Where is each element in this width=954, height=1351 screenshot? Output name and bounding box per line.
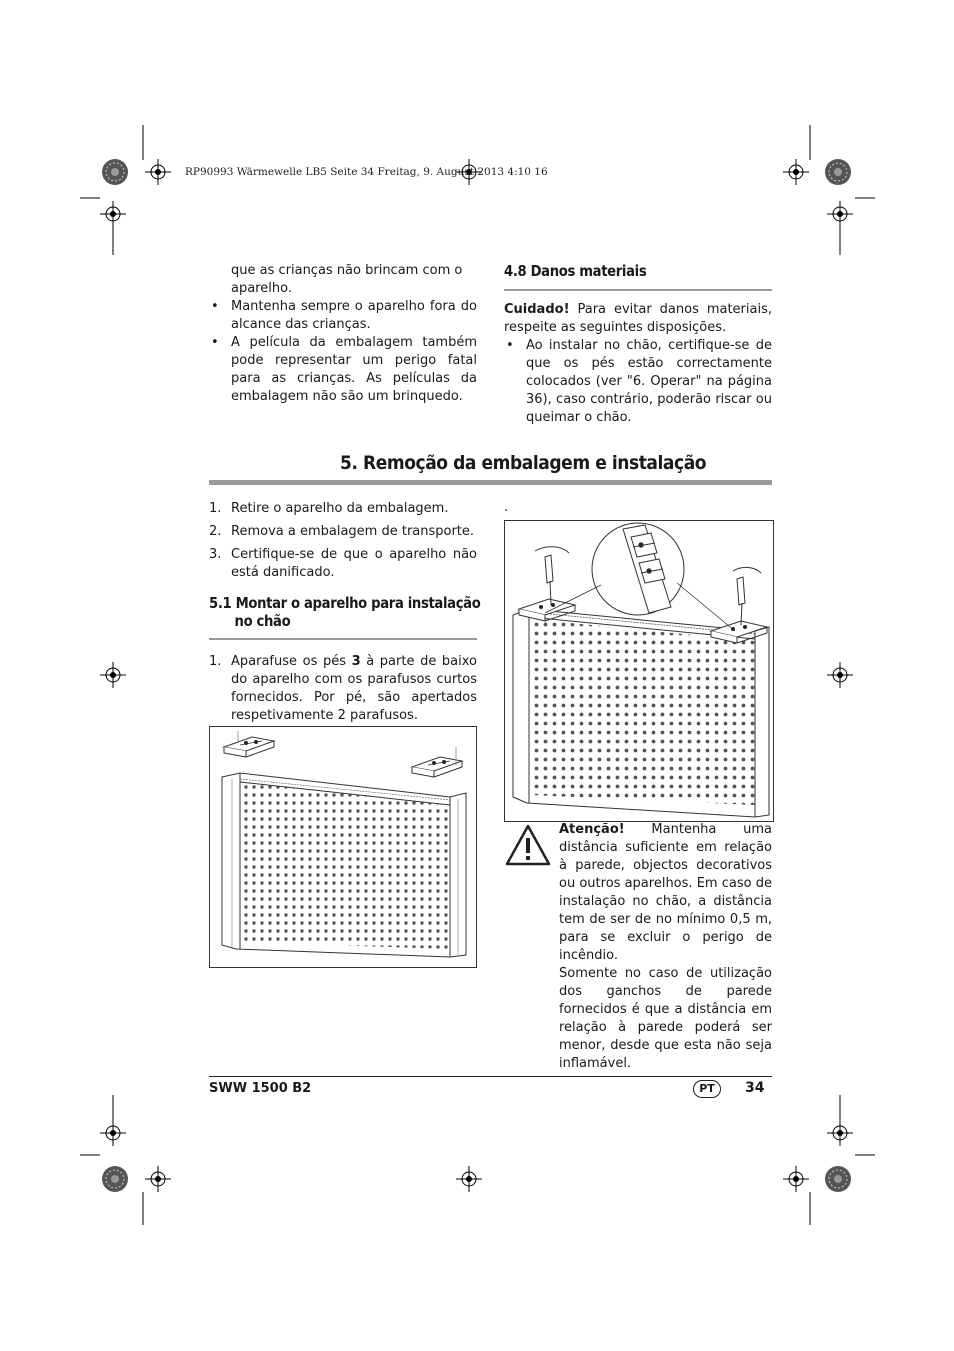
warning-triangle-icon — [504, 823, 552, 867]
language-badge: PT — [693, 1080, 721, 1098]
page-number: 34 — [745, 1080, 765, 1096]
footer-rule — [209, 1076, 772, 1077]
warning-paragraph-2: Somente no caso de utilização dos ganchos de parede fornecidos é que a distância em relação à parede poderá ser menor, desde que esta não seja inflamável. — [559, 966, 772, 1071]
bullet-item: • Ao instalar no chão, certifique-se de que os pés estão correctamente colocados (ver "6. Operar" na página 36), caso contrário, poderão riscar ou queimar o chão. — [506, 338, 772, 425]
section-heading-4-8: 4.8 Danos materiais — [504, 262, 647, 280]
heading-rule — [504, 289, 772, 291]
heater-assembly-figure — [504, 520, 774, 822]
stray-dot: . — [504, 500, 509, 515]
caution-label: Cuidado! — [504, 302, 570, 317]
footer-model: SWW 1500 B2 — [209, 1081, 312, 1096]
part-number: 3 — [351, 654, 361, 669]
section-heading-5-1 — [209, 594, 480, 630]
section-5-rule — [209, 480, 772, 485]
continued-line-2: aparelho. — [231, 281, 292, 296]
heading-line-1: 5.1 Montar o aparelho para instalação — [209, 594, 481, 612]
bullet-text: Mantenha sempre o aparelho fora do alcance das crianças. — [231, 299, 477, 332]
step-item — [209, 500, 477, 518]
warning-label: Atenção! — [559, 822, 625, 837]
continued-text — [209, 262, 477, 298]
step-text: Certifique-se de que o aparelho não está danificado. — [231, 547, 477, 580]
step-number: 2. — [209, 524, 222, 539]
warning-text — [559, 821, 772, 1073]
section-heading-5: 5. Remoção da embalagem e instalação — [340, 452, 707, 474]
continued-line-1: que as crianças não brincam com o — [231, 263, 463, 278]
warning-body: Mantenha uma distância suficiente em relação à parede, objectos decorativos ou outros aparelhos. Em caso de instalação no chão, a distância tem de ser de no mínimo 0,5 m, para se excluir o perigo de incêndio. — [559, 822, 772, 963]
warning-paragraph — [559, 821, 772, 965]
step-item — [209, 653, 477, 725]
step-number: 1. — [209, 654, 222, 669]
caution-paragraph — [504, 301, 772, 427]
bullet-text: A película da embalagem também pode representar um perigo fatal para as crianças. As películas da embalagem não são um brinquedo. — [231, 335, 477, 404]
heading-line-2: no chão — [234, 612, 291, 630]
bullet-item: • Mantenha sempre o aparelho fora do alcance das crianças. — [211, 299, 477, 332]
step-text: à parte de baixo do aparelho com os parafusos curtos fornecidos. Por pé, são apertados respetivamente 2 parafusos. — [231, 654, 477, 723]
mount-step — [209, 653, 477, 725]
print-header: RP90993 Wärmewelle LB5 Seite 34 Freitag, 9. August 2013 4:10 16 — [185, 166, 548, 178]
steps-list — [209, 500, 477, 582]
caution-text — [504, 301, 772, 337]
heater-feet-figure — [209, 726, 477, 968]
step-number: 1. — [209, 501, 222, 516]
bullet-item: • A película da embalagem também pode representar um perigo fatal para as crianças. As películas da embalagem não são um brinquedo. — [211, 335, 477, 404]
bullet-text: Ao instalar no chão, certifique-se de que os pés estão correctamente colocados (ver "6. Operar" na página 36), caso contrário, poderão riscar ou queimar o chão. — [526, 338, 772, 425]
step-number: 3. — [209, 547, 222, 562]
step-item — [209, 523, 477, 541]
step-text: Remova a embalagem de transporte. — [231, 524, 475, 539]
step-text: Aparafuse os pés — [231, 654, 352, 669]
step-item — [209, 546, 477, 582]
step-text: Retire o aparelho da embalagem. — [231, 501, 449, 516]
caution-body: Para evitar danos materiais, respeite as seguintes disposições. — [504, 302, 772, 335]
heading-rule — [209, 638, 477, 640]
top-left-column — [209, 262, 477, 406]
